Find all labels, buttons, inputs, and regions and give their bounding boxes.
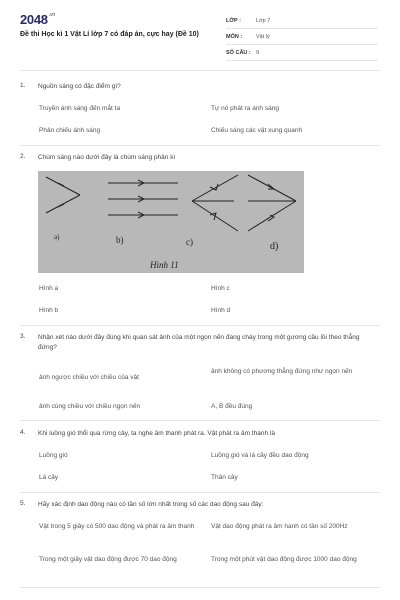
question-text: Khi luồng gió thổi qua rừng cây, ta nghe âm thanh phát ra. Vật phát ra âm thanh là xyxy=(38,430,275,437)
light-beams-figure xyxy=(38,171,304,273)
figure-b-rays xyxy=(108,180,178,218)
question-number: 1. xyxy=(20,82,26,89)
figure-caption: Hình 11 xyxy=(150,260,179,270)
answer-option[interactable]: Chiếu sáng các vật xung quanh xyxy=(211,127,303,134)
answer-option[interactable]: Truyền ánh sáng đến mắt ta xyxy=(39,105,121,112)
answer-option[interactable]: Luồng gió và lá cây đều dao động xyxy=(211,452,309,459)
divider xyxy=(20,587,380,588)
answer-option[interactable]: Trong một giây vật dao động được 70 dao động xyxy=(39,556,177,563)
meta-subject xyxy=(226,29,378,45)
answer-option[interactable]: Hình d xyxy=(211,307,231,314)
figure-a-rays xyxy=(46,177,80,213)
answer-option[interactable]: Luồng gió xyxy=(39,452,68,459)
figure-label-a: a) xyxy=(54,233,60,241)
figure-label-b: b) xyxy=(116,235,124,245)
answer-option[interactable]: ảnh ngược chiều với chiều của vật xyxy=(39,374,139,381)
divider xyxy=(20,70,380,71)
answer-option[interactable]: Lá cây xyxy=(39,474,59,481)
answer-option[interactable]: Trong một phút vật dao động được 1000 dao động xyxy=(211,556,357,563)
divider xyxy=(20,145,380,146)
question-text: Nguồn sáng có đặc điểm gì? xyxy=(38,83,121,90)
answer-option[interactable]: Hình c xyxy=(211,285,230,292)
answer-option[interactable]: Hình a xyxy=(39,285,59,292)
answer-option[interactable]: Vật dao động phát ra âm hanh có tần số 200Hz xyxy=(211,523,348,530)
figure-c-rays xyxy=(192,175,238,231)
figure-label-c: c) xyxy=(186,237,193,247)
divider xyxy=(20,420,380,421)
page-title: Đề thi Học kì 1 Vật Lí lớp 7 có đáp án, cực hay (Đề 10) xyxy=(20,31,199,38)
meta-label: LỚP : xyxy=(226,18,241,24)
answer-option[interactable]: ảnh không có phương thẳng đứng như ngọn nến xyxy=(211,368,353,375)
divider xyxy=(20,492,380,493)
meta-label: SỐ CÂU : xyxy=(226,50,251,56)
meta-grade xyxy=(226,13,378,29)
question-number: 3. xyxy=(20,333,26,340)
meta-label: MÔN : xyxy=(226,34,243,40)
answer-option[interactable]: ảnh cùng chiều với chiều ngọn nến xyxy=(39,403,141,410)
meta-question-count xyxy=(226,45,378,61)
meta-value: 9 xyxy=(256,50,260,56)
question-text: Nhận xét nào dưới đây đúng khi quan sát ảnh của một ngọn nến đang cháy trong một gương cầu lồi theo thẳng đứng? xyxy=(38,334,360,351)
question-text: Hãy xác định dao động nào có tần số lớn nhất trong số các dao động sau đây: xyxy=(38,501,264,508)
answer-option[interactable]: Thân cây xyxy=(211,474,238,481)
divider xyxy=(20,325,380,326)
answer-option[interactable]: A, B đều đúng xyxy=(211,403,253,410)
answer-option[interactable]: Phản chiếu ánh sáng xyxy=(39,127,101,134)
question-number: 2. xyxy=(20,153,26,160)
figure-d-rays xyxy=(248,175,296,231)
logo[interactable]: $2048^{.vn}$ xyxy=(20,12,56,27)
answer-option[interactable]: Hình b xyxy=(39,307,59,314)
answer-option[interactable]: Vật trong 5 giây có 500 dao động và phát ra âm thanh xyxy=(39,523,195,530)
question-number: 5. xyxy=(20,500,26,507)
meta-value: Vật lý xyxy=(256,34,270,40)
meta-value: Lớp 7 xyxy=(256,18,271,24)
question-number: 4. xyxy=(20,429,26,436)
figure-label-d: d) xyxy=(270,241,279,252)
answer-option[interactable]: Tự nó phát ra ánh sáng xyxy=(211,105,279,112)
question-text: Chùm sáng nào dưới đây là chùm sáng phân kì xyxy=(38,154,176,161)
